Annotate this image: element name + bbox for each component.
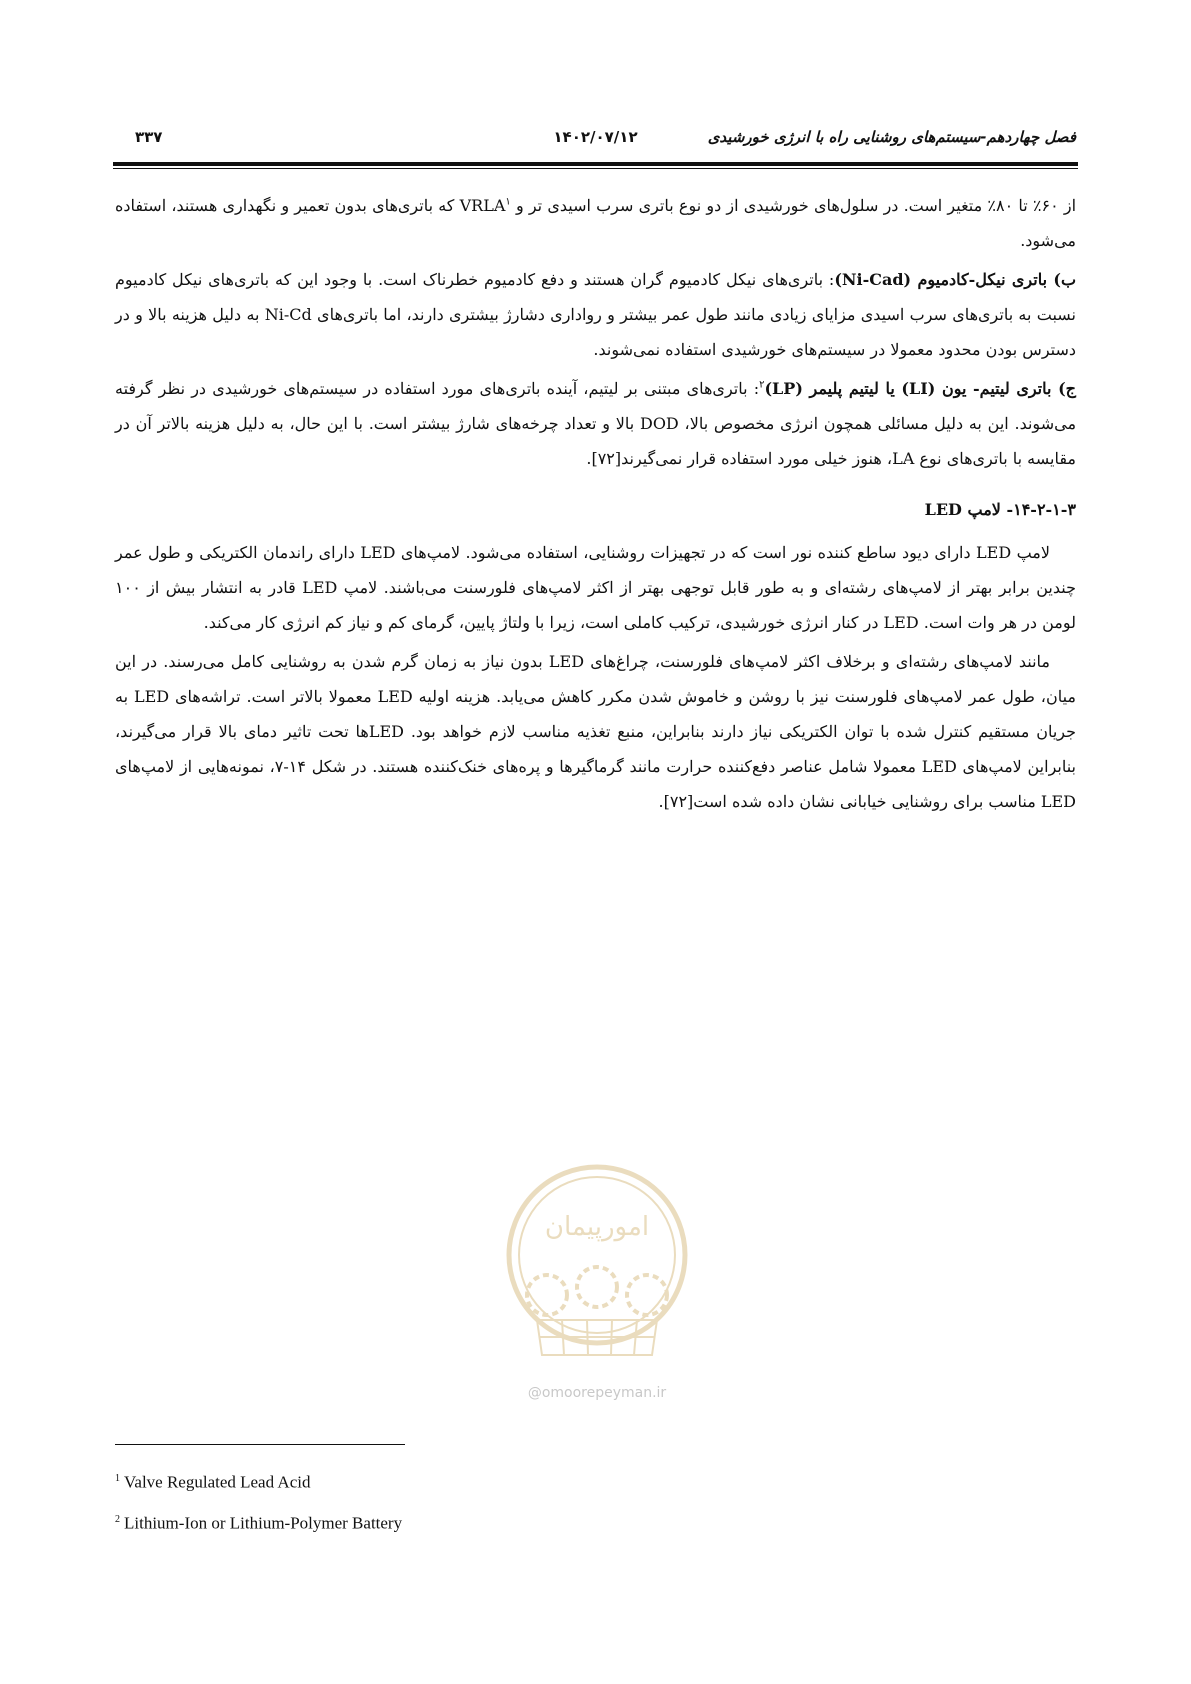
paragraph-led-intro: لامپ LED دارای دیود ساطع کننده نور است که در تجهیزات روشنایی، استفاده می‌شود. لامپ‌های LED دارای راندمان الکتریکی و طول عمر چندین برابر بهتر از لامپ‌های رشته‌ای و به طور قابل توجهی بهتر از اکثر لامپ‌های فلورسنت می‌باشند. لامپ LED قادر به انتشار بیش از ۱۰۰ لومن در هر وات است. LED در کنار انرژی خورشیدی، ترکیب کاملی است، زیرا با ولتاژ پایین، گرمای کم و نیاز کم انرژی کار می‌کند. bbox=[115, 543, 1077, 632]
watermark-logo bbox=[502, 1155, 692, 1405]
header-rule-thick bbox=[113, 162, 1078, 166]
footnote-ref-2: ۲ bbox=[759, 379, 765, 391]
chapter-title: فصل چهاردهم-سیستم‌های روشنایی راه با انرژی خورشیدی bbox=[707, 128, 1076, 146]
header-rule-thin bbox=[113, 168, 1078, 169]
footnote-2: $^2$ Lithium-Ion or Lithium-Polymer Battery bbox=[115, 1513, 403, 1533]
lithium-heading: ج) باتری لیتیم- یون (LI) یا لیتیم پلیمر (LP) bbox=[764, 379, 1076, 398]
body-text bbox=[115, 188, 1076, 823]
nicad-heading: ب) باتری نیکل-کادمیوم (Ni-Cad) bbox=[834, 270, 1077, 289]
footnote-1: $^1$ Valve Regulated Lead Acid bbox=[115, 1472, 311, 1492]
page-number: ۳۳۷ bbox=[135, 128, 163, 146]
section-heading-led: ۱۴-۲-۱-۳- لامپ LED bbox=[924, 500, 1076, 519]
footnote-ref-1: ۱ bbox=[505, 196, 511, 208]
watermark-logo-text: امورپیمان bbox=[544, 1212, 650, 1242]
paragraph-led-details: مانند لامپ‌های رشته‌ای و برخلاف اکثر لامپ‌های فلورسنت، چراغ‌های LED بدون نیاز به زمان گرم شدن به روشنایی کامل می‌رسند. در این میان، طول عمر لامپ‌های فلورسنت نیز با روشن و خاموش شدن مکرر کاهش می‌یابد. هزینه اولیه LED معمولا بالاتر است. تراشه‌های LED به جریان مستقیم کنترل شده با توان الکتریکی نیاز دارند بنابراین، منبع تغذیه مناسب لازم خواهد بود. LEDها تحت تاثیر دمای بالا قرار می‌گیرند، بنابراین لامپ‌های LED معمولا شامل عناصر دفع‌کننده حرارت مانند گرماگیرها و پره‌های خنک‌کننده هستند. در شکل ۱۴-۷، نمونه‌هایی از لامپ‌های LED مناسب برای روشنایی خیابانی نشان داده شده است[۷۲]. bbox=[115, 652, 1077, 811]
watermark-url: @omoorepeyman.ir bbox=[527, 1385, 667, 1401]
header-date: ۱۴۰۲/۰۷/۱۲ bbox=[553, 128, 638, 146]
footnotes bbox=[115, 1460, 402, 1541]
paragraph-vrla: از ۶۰٪ تا ۸۰٪ متغیر است. در سلول‌های خورشیدی از دو نوع باتری سرب اسیدی تر و VRLA$^۱$ که باتری‌های بدون تعمیر و نگهداری هستند، استفاده می‌شود. bbox=[115, 196, 1077, 250]
paragraph-nicad: ب) باتری نیکل-کادمیوم (Ni-Cad): باتری‌های نیکل کادمیوم گران هستند و دفع کادمیوم خطرناک است. با وجود این که باتری‌های نیکل کادمیوم نسبت به باتری‌های سرب اسیدی مزایای زیادی مانند طول عمر بیشتر و رواداری دشارژ بیشتری دارند، اما باتری‌های Ni-Cd به دلیل هزینه بالا و در دسترس بودن محدود معمولا در سیستم‌های خورشیدی استفاده نمی‌شوند. bbox=[115, 270, 1077, 359]
paragraph-lithium: ج) باتری لیتیم- یون (LI) یا لیتیم پلیمر (LP)$^۲$: باتری‌های مبتنی بر لیتیم، آینده باتری‌های مورد استفاده در سیستم‌های خورشیدی در نظر گرفته می‌شوند. این به دلیل مسائلی همچون انرژی مخصوص بالا، DOD بالا و تعداد چرخه‌های شارژ بیشتر است. با این حال، به دلیل هزینه بالاتر آن در مقایسه با باتری‌های نوع LA، هنوز خیلی مورد استفاده قرار نمی‌گیرند[۷۲]. bbox=[115, 379, 1077, 468]
running-header bbox=[115, 128, 1076, 156]
footnote-separator bbox=[115, 1444, 405, 1445]
